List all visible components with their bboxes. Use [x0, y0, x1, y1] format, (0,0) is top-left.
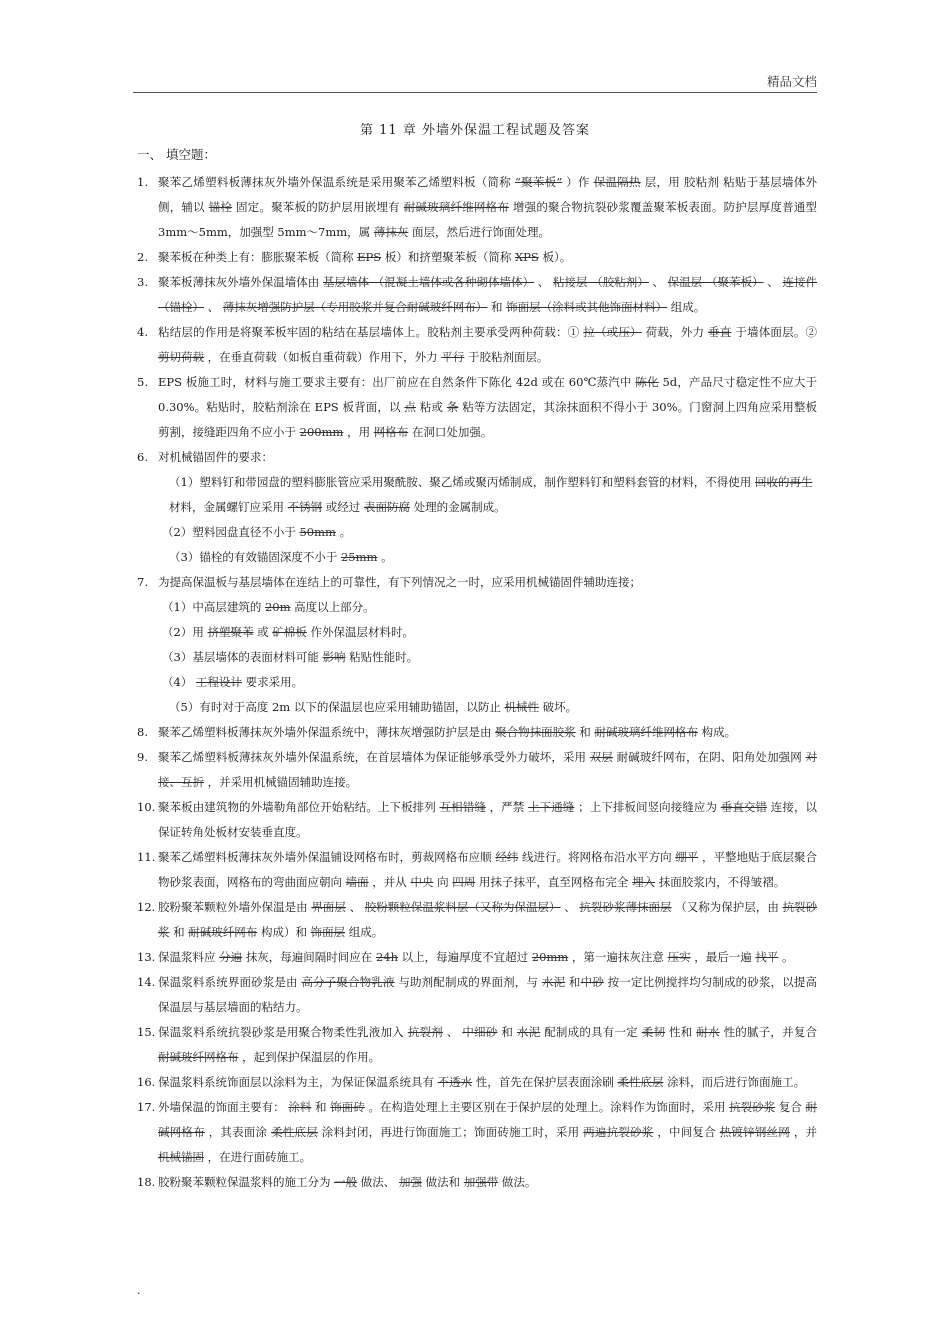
question-8 [137, 720, 817, 745]
answer: 双层 [589, 750, 613, 764]
question-list [137, 170, 817, 1195]
answer: 薄抹灰增强防护层（专用胶浆并复合耐碱玻纤网布） [222, 300, 488, 314]
answer: 表面防腐 [363, 500, 410, 514]
answer: 对接、互折 [158, 750, 817, 789]
answer: 200mm [299, 425, 344, 439]
answer: 50mm [299, 525, 336, 539]
answer: 饰面砖 [330, 1100, 365, 1114]
page-title: 第 11 章 外墙外保温工程试题及答案 [360, 123, 590, 138]
answer: 耐碱网格布 [158, 1100, 818, 1139]
sub-item: （3）锚栓的有效锚固深度不小于 25mm 。 [169, 550, 393, 564]
question-text: 保温浆料系统抗裂砂浆是用聚合物柔性乳液加入 抗裂剂 、 中细砂 和 水泥 配制成的具有一定 柔韧 性和 耐水 性的腻子，并复合 耐碱玻纤网格布 ，起到保护保温层的作用。 [158, 1025, 818, 1064]
answer: 埋入 [632, 875, 656, 889]
answer: 热镀锌钢丝网 [719, 1125, 790, 1139]
answer: 机械性 [504, 700, 540, 714]
answer: 垂直 [708, 325, 732, 339]
question-12 [137, 895, 817, 945]
answer: 四周 [452, 875, 476, 889]
answer: 胶粉颗粒保温浆料层（又称为保温层） [364, 900, 561, 914]
answer: 20m [264, 600, 291, 614]
answer: 平行 [441, 350, 465, 364]
question-number: 10. [137, 800, 156, 814]
answer: 水泥 [541, 975, 566, 989]
question-number: 4. [137, 325, 148, 339]
answer: 保温层 （聚苯板） [667, 275, 764, 289]
answer: 连接件 （锚栓） [158, 275, 818, 314]
answer: 饰面层（涂料或其他饰面材料） [506, 300, 668, 314]
question-number: 3. [137, 275, 148, 289]
question-2 [137, 245, 817, 270]
answer: 保温隔热 [593, 175, 641, 189]
question-number: 2. [137, 250, 148, 264]
sub-item: （1）中高层建筑的 20m 高度以上部分。 [162, 600, 375, 614]
answer: 中央 [410, 875, 434, 889]
answer: 压实 [667, 950, 691, 964]
answer: 涂料 [288, 1100, 312, 1114]
answer: 薄抹灰 [373, 225, 409, 239]
question-16 [137, 1070, 817, 1095]
question-17 [137, 1095, 817, 1170]
answer: 挤塑聚苯 [207, 625, 254, 639]
answer: 24h [375, 950, 399, 964]
answer: 抗裂砂浆薄抹面层 [579, 900, 672, 914]
footer-mark: . [137, 1284, 141, 1297]
question-text: 胶粉聚苯颗粒保温浆料的施工分为 一般 做法、 加强 做法和 加强带 做法。 [158, 1175, 537, 1189]
question-5 [137, 370, 817, 445]
question-text: 粘结层的作用是将聚苯板牢固的粘结在基层墙体上。胶粘剂主要承受两种荷载：① 拉（或压） 荷载，外力 垂直 于墙体面层。② 剪切荷载 ，在垂直荷载（如板自重荷载）作用下，外力 平行 于胶粘剂面层。 [158, 325, 818, 364]
question-number: 16. [137, 1075, 156, 1089]
question-number: 17. [137, 1100, 156, 1114]
question-text: 保温浆料系统界面砂浆是由 高分子聚合物乳液 与助剂配制成的界面剂，与 水泥 和中砂 按一定比例搅拌均匀制成的砂浆，以提高保温层与基层墙面的粘结力。 [158, 975, 818, 1014]
answer: 界面层 [311, 900, 346, 914]
answer: 影响 [322, 650, 346, 664]
question-15 [137, 1020, 817, 1070]
question-7 [137, 570, 817, 595]
question-4 [137, 320, 817, 370]
answer: 拉（或压） [583, 325, 642, 339]
answer: 抗裂砂浆 [158, 900, 818, 939]
question-text: 聚苯板在种类上有：膨胀聚苯板（简称 EPS 板）和挤塑聚苯板（简称 XPS 板）。 [158, 250, 572, 264]
answer: 20mm [531, 950, 569, 964]
answer: 一般 [334, 1175, 358, 1189]
answer: 聚合物抹面胶浆 [495, 725, 576, 739]
question-number: 12. [137, 900, 156, 914]
answer: 点 [404, 400, 416, 414]
answer: 耐水 [696, 1025, 720, 1039]
question-14 [137, 970, 817, 1020]
answer: 矿棉板 [272, 625, 307, 639]
question-text: 聚苯板薄抹灰外墙外保温墙体由 基层墙体 （混凝土墙体或各种砌体墙体） 、 粘接层 （胶粘剂） 、 保温层 （聚苯板） 、 连接件 （锚栓） 、 薄抹灰增强防护层（专用胶浆并复合耐碱玻纤网布） 和 饰面层（涂料或其他饰面材料） 组成。 [158, 275, 818, 314]
question-text: 聚苯乙烯塑料板薄抹灰外墙外保温系统是采用聚苯乙烯塑料板（简称 “聚苯板” ）作 保温隔热 层，用 胶粘剂 粘贴于基层墙体外侧，辅以 锚栓 固定。聚苯板的防护层用嵌埋有 耐碱玻璃纤维网格布 增强的聚合物抗裂砂浆覆盖聚苯板表面。防护层厚度普通型 3mm～5mm，加强型 5mm～7mm，属 薄抹灰 面层，然后进行饰面处理。 [158, 175, 818, 239]
answer: 剪切荷载 [158, 350, 204, 364]
question-text: 外墙保温的饰面主要有： 涂料 和 饰面砖 。在构造处理上主要区别在于保护层的处理上。涂料作为饰面时，采用 抗裂砂浆 复合 耐碱网格布 ，其表面涂 柔性底层 涂料封闭，再进行饰面施工；饰面砖施工时，采用 两遍抗裂砂浆 ，中间复合 热镀锌钢丝网 ，并 机械锚固 ，在进行面砖施工。 [158, 1100, 818, 1164]
answer: 上下通缝 [528, 800, 575, 814]
question-number: 7. [137, 575, 148, 589]
answer: 绷平 [675, 850, 699, 864]
question-number: 9. [137, 750, 148, 764]
answer: 抗裂砂浆 [729, 1100, 776, 1114]
answer: 不透水 [437, 1075, 473, 1089]
header-rule [133, 92, 817, 93]
answer: 机械锚固 [158, 1150, 204, 1164]
question-3 [137, 270, 817, 320]
answer: 找平 [755, 950, 779, 964]
question-number: 11. [137, 850, 156, 864]
answer: 耐碱玻璃纤维网格布 [594, 725, 698, 739]
answer: EPS [357, 250, 382, 264]
answer: 耐碱玻纤网格布 [158, 1050, 239, 1064]
question-text: 为提高保温板与基层墙体在连结上的可靠性，有下列情况之一时，应采用机械锚固件辅助连接； [158, 575, 641, 589]
question-text: 聚苯乙烯塑料板薄抹灰外墙外保温系统，在首层墙体为保证能够承受外力破坏，采用 双层 耐碱玻纤网布，在阴、阳角处加强网 对接、互折 ，并采用机械锚固辅助连接。 [158, 750, 817, 789]
section-heading: 一、 填空题： [137, 147, 216, 162]
answer: 墙面 [345, 875, 369, 889]
sub-item: （3）基层墙体的表面材料可能 影响 粘贴性能时。 [162, 650, 419, 664]
question-10 [137, 795, 817, 845]
answer: 柔韧 [641, 1025, 666, 1039]
answer: 不锈钢 [287, 500, 323, 514]
question-text: 聚苯板由建筑物的外墙勒角部位开始粘结。上下板排列 互相错缝 ，严禁 上下通缝 ；上下排板间竖向接缝应为 垂直交错 连接，以保证转角处板材安装垂直度。 [158, 800, 818, 839]
question-18 [137, 1170, 817, 1195]
question-11 [137, 845, 817, 895]
question-text: 聚苯乙烯塑料板薄抹灰外墙外保温系统中，薄抹灰增强防护层是由 聚合物抹面胶浆 和 耐碱玻璃纤维网格布 构成。 [158, 725, 737, 739]
answer: 高分子聚合物乳液 [301, 975, 395, 989]
answer: 加强带 [463, 1175, 499, 1189]
answer: 粘接层 （胶粘剂） [552, 275, 649, 289]
sub-item: （1）塑料钉和带园盘的塑料膨胀管应采用聚酰胺、聚乙烯或聚丙烯制成，制作塑料钉和塑料套管的材料，不得使用 回收的再生 材料，金属螺钉应采用 不锈钢 或经过 表面防腐 处理的金属制成。 [169, 475, 813, 514]
answer: 饰面层 [310, 925, 346, 939]
answer: “聚苯板” [514, 175, 563, 189]
answer: 锚栓 [208, 200, 233, 214]
answer: 25mm [340, 550, 378, 564]
sub-item: （2）用 挤塑聚苯 或 矿棉板 作外保温层材料时。 [162, 625, 414, 639]
answer: 中砂 [580, 975, 604, 989]
question-text: 胶粉聚苯颗粒外墙外保温是由 界面层 、 胶粉颗粒保温浆料层（又称为保温层） 、 抗裂砂浆薄抹面层 （又称为保护层，由 抗裂砂浆 和 耐碱玻纤网布 构成）和 饰面层 组成。 [158, 900, 818, 939]
answer: 基层墙体 （混凝土墙体或各种砌体墙体） [323, 275, 535, 289]
question-9 [137, 745, 817, 795]
answer: 柔性底层 [271, 1125, 318, 1139]
question-number: 13. [137, 950, 156, 964]
question-number: 8. [137, 725, 148, 739]
sub-item: （5）有时对于高度 2m 以下的保温层也应采用辅助锚固，以防止 机械性 破坏。 [169, 700, 578, 714]
question-number: 5. [137, 375, 148, 389]
question-text: 对机械锚固件的要求： [158, 450, 273, 464]
answer: 垂直交错 [720, 800, 768, 814]
answer: 耐碱玻璃纤维网格布 [403, 200, 510, 214]
question-number: 1. [137, 175, 148, 189]
answer: 加强 [398, 1175, 422, 1189]
question-number: 6. [137, 450, 148, 464]
question-6 [137, 445, 817, 470]
question-13 [137, 945, 817, 970]
answer: 经纬 [495, 850, 519, 864]
answer: 互相错缝 [439, 800, 486, 814]
answer: 两遍抗裂砂浆 [583, 1125, 654, 1139]
answer: 水泥 [516, 1025, 541, 1039]
question-number: 18. [137, 1175, 156, 1189]
answer: XPS [514, 250, 539, 264]
sub-item: （4） 工程设计 要求采用。 [162, 675, 304, 689]
answer: 工程设计 [195, 675, 242, 689]
answer: 条 [446, 400, 459, 414]
question-number: 14. [137, 975, 156, 989]
question-text: 保温浆料系统饰面层以涂料为主，为保证保温系统具有 不透水 性，首先在保护层表面涂刷 柔性底层 涂料，而后进行饰面施工。 [158, 1075, 806, 1089]
answer: 中细砂 [462, 1025, 498, 1039]
answer: 耐碱玻纤网布 [188, 925, 258, 939]
sub-item: （2）塑料园盘直径不小于 50mm 。 [162, 525, 352, 539]
answer: 回收的再生 [754, 475, 813, 489]
answer: 柔性底层 [617, 1075, 664, 1089]
question-1 [137, 170, 817, 245]
header-label: 精品文档 [766, 74, 817, 89]
question-text: EPS 板施工时，材料与施工要求主要有：出厂前应在自然条件下陈化 42d 或在 60℃蒸汽中 陈化 5d，产品尺寸稳定性不应大于 0.30%。粘贴时，胶粘剂涂在 EPS 板背面，以 点 粘或 条 粘等方法固定，其涂抹面积不得小于 30%。门窗洞上四角应采用整板剪割，接缝距四角不应小于 200mm ，用 网格布 在洞口处加强。 [158, 375, 817, 439]
answer: 抗裂剂 [407, 1025, 443, 1039]
answer: 陈化 [635, 375, 659, 389]
question-text: 聚苯乙烯塑料板薄抹灰外墙外保温铺设网格布时，剪裁网格布应顺 经纬 线进行。将网格布沿水平方向 绷平 ，平整地贴于底层聚合物砂浆表面，网格布的弯曲面应朝向 墙面 ，并从 中央 向 四周 用抹子抹平，直至网格布完全 埋入 抹面胶浆内，不得皱褶。 [158, 850, 817, 889]
answer: 网格布 [373, 425, 409, 439]
answer: 分遍 [219, 950, 243, 964]
question-text: 保温浆料应 分遍 抹灰，每遍间隔时间应在 24h 以上，每遍厚度不宜超过 20mm ，第一遍抹灰注意 压实 ，最后一遍 找平 。 [158, 950, 794, 964]
question-number: 15. [137, 1025, 156, 1039]
